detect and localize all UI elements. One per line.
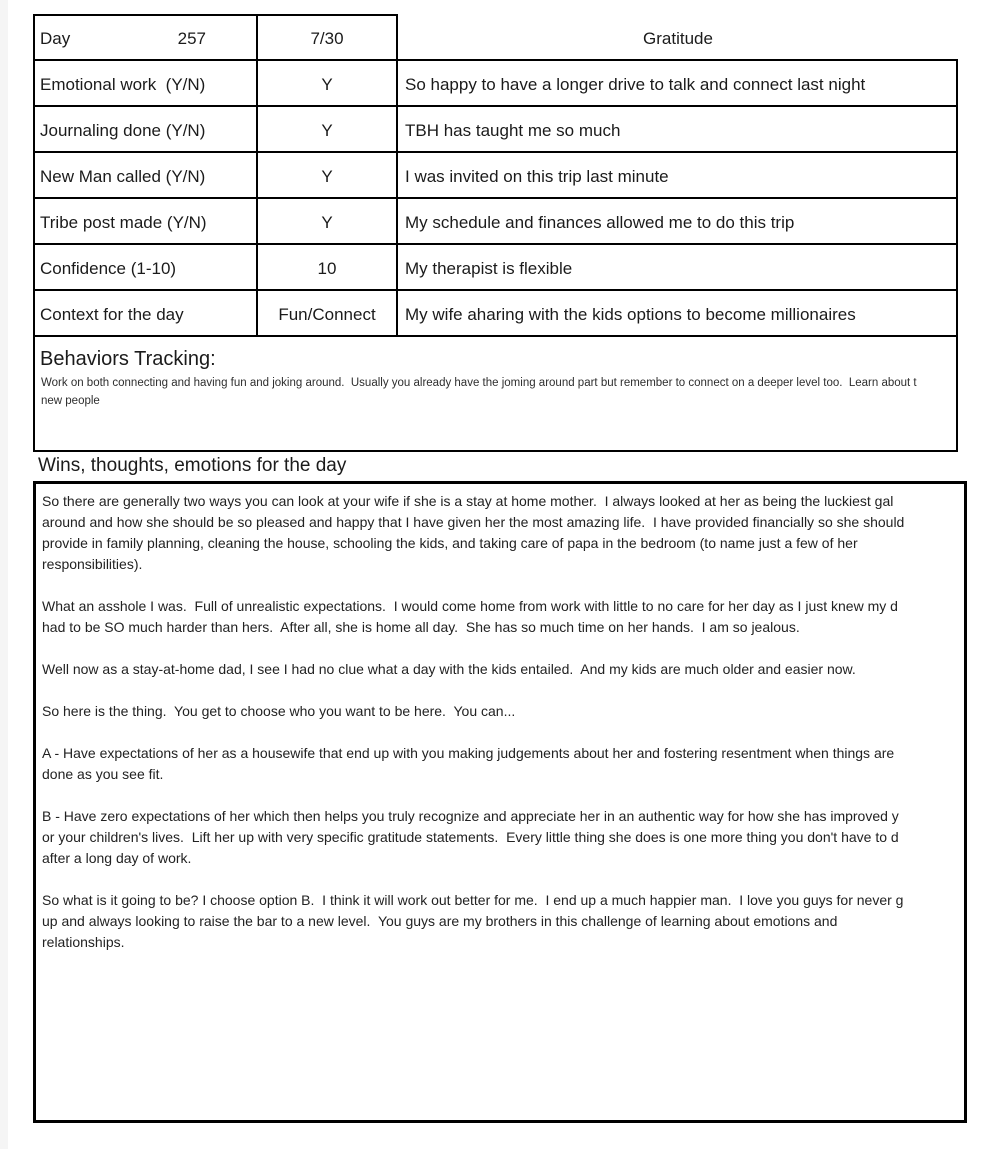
metric-label-cell [33, 199, 258, 245]
metric-value-cell[interactable] [258, 107, 398, 153]
metric-label: Confidence (1-10) [40, 259, 177, 278]
metric-label-cell [33, 61, 258, 107]
date-value: 7/30 [310, 29, 344, 48]
body-line: up and always looking to raise the bar to a new level. You guys are my brothers in this challenge of learning about emotions and [42, 913, 838, 929]
gratitude-cell[interactable] [398, 153, 958, 199]
metric-value: Y [321, 213, 333, 232]
day-cell[interactable] [33, 14, 258, 61]
day-value[interactable]: 257 [177, 29, 206, 48]
gratitude-text: My therapist is flexible [405, 259, 573, 278]
body-line [42, 722, 958, 743]
metric-value-cell[interactable] [258, 245, 398, 291]
metric-label: Emotional work (Y/N) [40, 75, 206, 94]
body-line: What an asshole I was. Full of unrealistic expectations. I would come home from work with little to no care for her day as I just knew my d [42, 598, 898, 614]
metric-label-cell [33, 291, 258, 337]
body-line [42, 680, 958, 701]
tracking-table [33, 14, 958, 337]
gratitude-cell[interactable] [398, 107, 958, 153]
gratitude-cell[interactable] [398, 61, 958, 107]
body-line [42, 785, 958, 806]
metric-value: Fun/Connect [278, 305, 376, 324]
metric-label: Tribe post made (Y/N) [40, 213, 207, 232]
wins-text-area[interactable] [33, 481, 967, 1123]
gratitude-header-cell [398, 14, 958, 61]
body-line: So here is the thing. You get to choose who you want to be here. You can... [42, 703, 516, 719]
body-line: So there are generally two ways you can look at your wife if she is a stay at home mother. I always looked at her as being the luckiest gal [42, 493, 894, 509]
body-line: done as you see fit. [42, 766, 164, 782]
gratitude-text: I was invited on this trip last minute [405, 167, 669, 186]
body-line: A - Have expectations of her as a housewife that end up with you making judgements about her and fostering resentment when things are [42, 745, 895, 761]
metric-label: Journaling done (Y/N) [40, 121, 206, 140]
date-cell[interactable] [258, 14, 398, 61]
metric-value-cell[interactable] [258, 153, 398, 199]
body-line [42, 869, 958, 890]
metric-label: New Man called (Y/N) [40, 167, 206, 186]
body-line: Well now as a stay-at-home dad, I see I had no clue what a day with the kids entailed. And my kids are much older and easier now. [42, 661, 856, 677]
page-edge [0, 0, 8, 1149]
metric-value-cell[interactable] [258, 199, 398, 245]
gratitude-text: My schedule and finances allowed me to do this trip [405, 213, 795, 232]
metric-value-cell[interactable] [258, 291, 398, 337]
body-line: had to be SO much harder than hers. After all, she is home all day. She has so much time on her hands. I am so jealous. [42, 619, 800, 635]
body-line: or your children's lives. Lift her up with very specific gratitude statements. Every little thing she does is one more thing you don't have to d [42, 829, 899, 845]
body-line: responsibilities). [42, 556, 143, 572]
behaviors-section[interactable] [33, 337, 958, 452]
body-line: provide in family planning, cleaning the house, schooling the kids, and taking care of papa in the bedroom (to name just a few of her [42, 535, 858, 551]
behaviors-note-line: Work on both connecting and having fun and joking around. Usually you already have the joming around part but remember to connect on a deeper level too. Learn about t [41, 377, 917, 389]
body-line: after a long day of work. [42, 850, 192, 866]
behaviors-note-line: new people [41, 395, 100, 407]
gratitude-text: TBH has taught me so much [405, 121, 621, 140]
gratitude-text: So happy to have a longer drive to talk and connect last night [405, 75, 866, 94]
body-line: B - Have zero expectations of her which then helps you truly recognize and appreciate her in an authentic way for how she has improved y [42, 808, 899, 824]
metric-value: Y [321, 167, 333, 186]
metric-value-cell[interactable] [258, 61, 398, 107]
metric-label-cell [33, 107, 258, 153]
metric-value: Y [321, 75, 333, 94]
gratitude-header-label: Gratitude [643, 29, 713, 48]
gratitude-cell[interactable] [398, 199, 958, 245]
body-line [42, 575, 958, 596]
metric-label-cell [33, 245, 258, 291]
body-line [42, 638, 958, 659]
body-line: So what is it going to be? I choose option B. I think it will work out better for me. I end up a much happier man. I love you guys for never g [42, 892, 904, 908]
gratitude-text: My wife aharing with the kids options to become millionaires [405, 305, 856, 324]
wins-title: Wins, thoughts, emotions for the day [38, 455, 347, 476]
day-label: Day [40, 29, 71, 48]
body-line: relationships. [42, 934, 125, 950]
gratitude-cell[interactable] [398, 291, 958, 337]
metric-label-cell [33, 153, 258, 199]
wins-heading-row [33, 452, 958, 481]
behaviors-title: Behaviors Tracking: [40, 348, 216, 370]
metric-value: 10 [317, 259, 337, 278]
metric-value: Y [321, 121, 333, 140]
metric-label: Context for the day [40, 305, 184, 324]
body-line: around and how she should be so pleased and happy that I have given her the most amazing life. I have provided financially so she should [42, 514, 905, 530]
gratitude-cell[interactable] [398, 245, 958, 291]
